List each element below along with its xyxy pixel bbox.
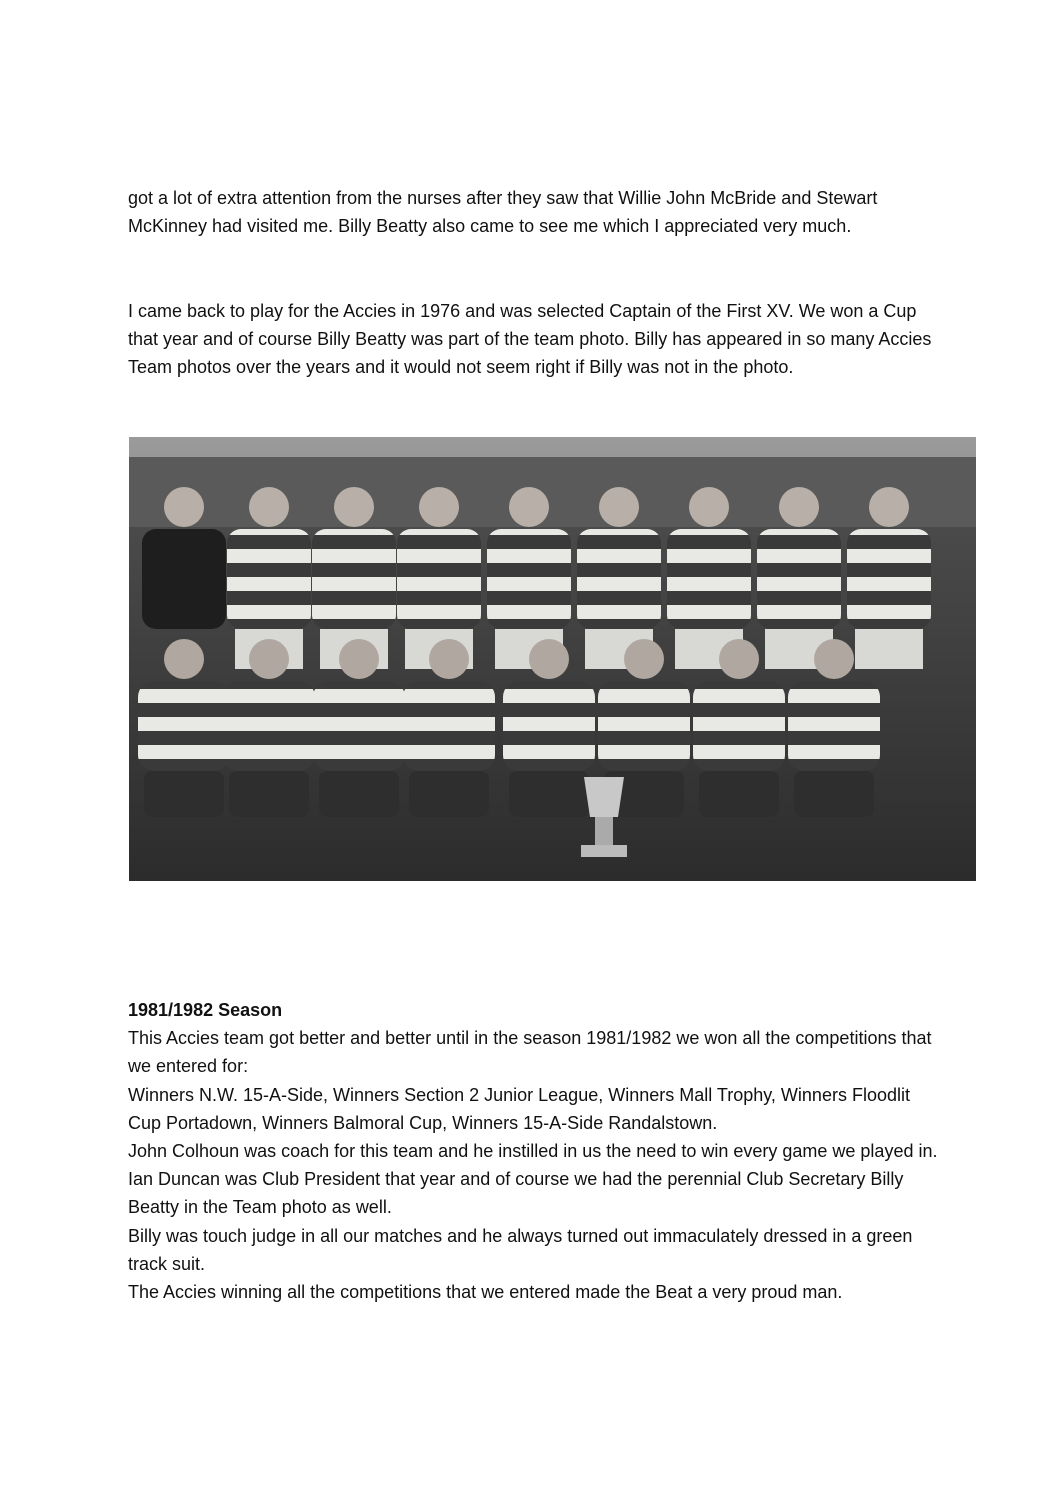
player-head xyxy=(689,487,729,527)
player-legs xyxy=(409,771,489,817)
player-jersey xyxy=(503,681,595,771)
section-line-1: This Accies team got better and better until in the season 1981/1982 we won all the competitions that we entered for: xyxy=(128,1028,932,1077)
player-legs xyxy=(144,771,224,817)
player-jersey xyxy=(757,529,841,629)
season-section xyxy=(128,996,938,1306)
player-jersey xyxy=(313,681,405,771)
section-line-5: The Accies winning all the competitions that we entered made the Beat a very proud man. xyxy=(128,1282,843,1303)
player-legs xyxy=(319,771,399,817)
player-legs xyxy=(509,771,589,817)
player-head xyxy=(419,487,459,527)
team-photo-illustration xyxy=(129,437,976,881)
player-head xyxy=(719,639,759,679)
player-jersey xyxy=(788,681,880,771)
player-head xyxy=(164,639,204,679)
player-legs xyxy=(229,771,309,817)
player-head xyxy=(334,487,374,527)
player-jersey xyxy=(227,529,311,629)
player-head xyxy=(779,487,819,527)
player-jersey xyxy=(138,681,230,771)
player-head xyxy=(429,639,469,679)
player-head xyxy=(509,487,549,527)
player-jersey xyxy=(223,681,315,771)
player-jersey xyxy=(487,529,571,629)
player-jersey xyxy=(693,681,785,771)
player-head xyxy=(249,639,289,679)
trophy-base xyxy=(581,845,627,857)
player-head xyxy=(164,487,204,527)
team-photo xyxy=(129,437,976,881)
trophy-cup xyxy=(584,777,624,817)
paragraph-hospital-visit: got a lot of extra attention from the nurses after they saw that Willie John McBride and Stewart McKinney had visited me. Billy Beatty also came to see me which I appreciated very much. xyxy=(128,188,878,237)
player-legs xyxy=(794,771,874,817)
player-head xyxy=(599,487,639,527)
player-legs xyxy=(699,771,779,817)
section-heading: 1981/1982 Season xyxy=(128,1000,283,1020)
section-line-2: Winners N.W. 15-A-Side, Winners Section 2 Junior League, Winners Mall Trophy, Winners Floodlit Cup Portadown, Winners Balmoral Cup, Winners 15-A-Side Randalstown. xyxy=(128,1084,910,1133)
player-head xyxy=(339,639,379,679)
paragraph-captain-1976: I came back to play for the Accies in 1976 and was selected Captain of the First XV. We won a Cup that year and of course Billy Beatty was part of the team photo. Billy has appeared in so many Accies Team photos over the years and it would not seem right if Billy was not in the photo. xyxy=(128,301,932,378)
player-head xyxy=(814,639,854,679)
player-jersey xyxy=(312,529,396,629)
player-jersey xyxy=(667,529,751,629)
player-jersey xyxy=(397,529,481,629)
section-line-4: Billy was touch judge in all our matches and he always turned out immaculately dressed in a green track suit. xyxy=(128,1225,913,1274)
player-jersey xyxy=(577,529,661,629)
section-line-3: John Colhoun was coach for this team and he instilled in us the need to win every game we played in. Ian Duncan was Club President that year and of course we had the perennial Club Secretary Billy Beatty in the Team photo as well. xyxy=(128,1141,938,1218)
player-head xyxy=(624,639,664,679)
player-shorts xyxy=(855,629,923,669)
player-jersey xyxy=(847,529,931,629)
player-head xyxy=(869,487,909,527)
player-head xyxy=(529,639,569,679)
player-jersey xyxy=(598,681,690,771)
suit-jacket xyxy=(142,529,226,629)
player-head xyxy=(249,487,289,527)
player-jersey xyxy=(403,681,495,771)
trophy-stem xyxy=(595,817,613,847)
